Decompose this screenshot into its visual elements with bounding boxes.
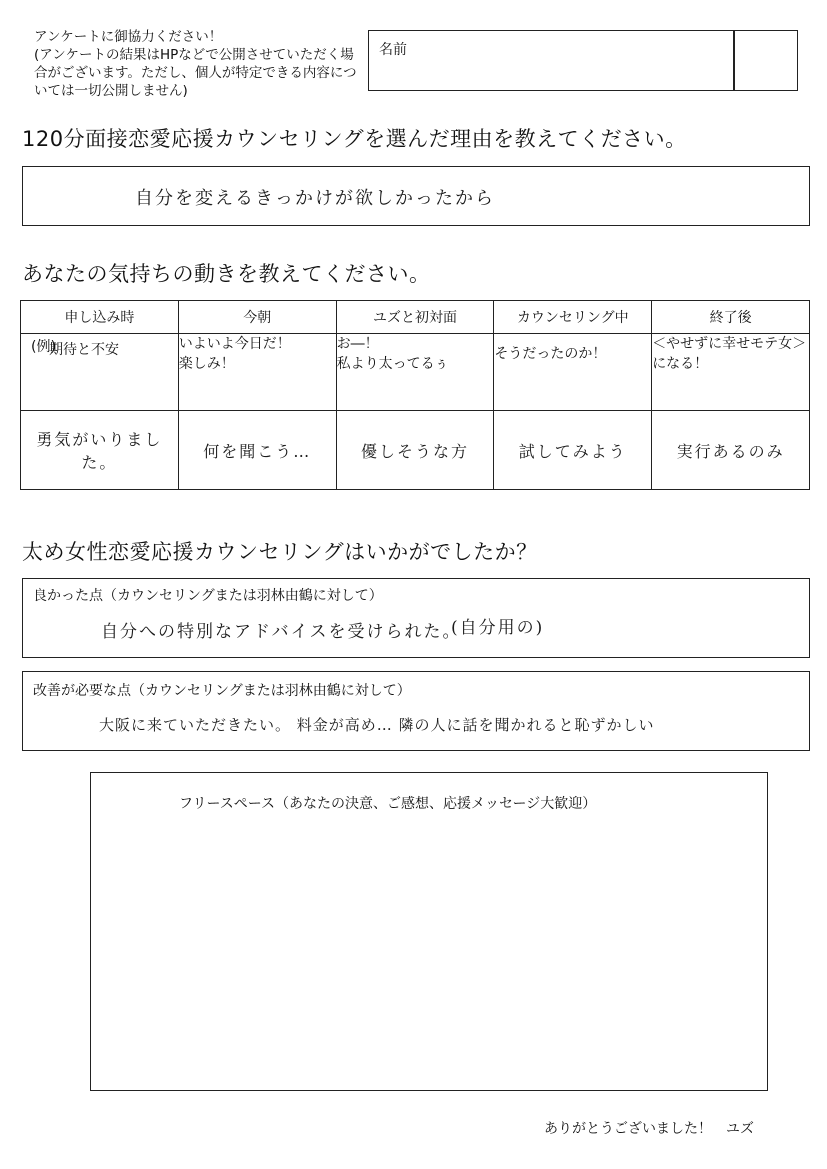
feelings-answer-row bbox=[21, 411, 810, 490]
col-header: ユズと初対面 bbox=[336, 301, 494, 334]
improvement-box[interactable] bbox=[22, 671, 810, 751]
footer-thanks: ありがとうございました！ ユズ bbox=[544, 1121, 754, 1137]
q1-answer: 自分を変えるきっかけが欲しかったから bbox=[135, 188, 495, 209]
col-header: 申し込み時 bbox=[21, 301, 179, 334]
example-cell bbox=[21, 334, 179, 411]
example-text: ＜やせずに幸せモテ女＞になる！ bbox=[652, 336, 807, 372]
good-points-box[interactable] bbox=[22, 578, 810, 658]
improvement-label: 改善が必要な点（カウンセリングまたは羽林由鶴に対して） bbox=[33, 683, 411, 699]
name-box[interactable] bbox=[368, 30, 798, 91]
improvement-answer: 大阪に来ていただきたい。 料金が高め… 隣の人に話を聞かれると恥ずかしい bbox=[99, 716, 655, 734]
col-header: 今朝 bbox=[178, 301, 336, 334]
good-points-note: (自分用の) bbox=[451, 618, 545, 638]
free-space-label: フリースペース（あなたの決意、ご感想、応援メッセージ大歓迎） bbox=[179, 796, 597, 812]
example-label: (例) bbox=[31, 339, 56, 355]
col-header: カウンセリング中 bbox=[494, 301, 652, 334]
example-text: いよいよ今日だ！ 楽しみ！ bbox=[178, 336, 291, 372]
q3-question: 太め女性恋愛応援カウンセリングはいかがでしたか？ bbox=[22, 540, 538, 564]
feelings-table bbox=[20, 300, 810, 490]
example-cell bbox=[336, 334, 494, 411]
good-points-answer: 自分への特別なアドバイスを受けられた。 bbox=[101, 622, 462, 642]
q1-answer-box[interactable] bbox=[22, 166, 810, 226]
q2-question: あなたの気持ちの動きを教えてください。 bbox=[22, 262, 431, 286]
intro-text: アンケートに御協力ください！ (アンケートの結果はHPなどで公開させていただく場合がございます。ただし、個人が特定できる内容については一切公開しません) bbox=[34, 29, 357, 99]
feelings-header-row bbox=[21, 301, 810, 334]
answer-cell[interactable]: 試してみよう bbox=[494, 411, 652, 490]
example-text: お―！ 私より太ってるぅ bbox=[336, 336, 449, 372]
q1-question: 120分面接恋愛応援カウンセリングを選んだ理由を教えてください。 bbox=[22, 127, 687, 151]
name-divider bbox=[733, 31, 735, 90]
name-label: 名前 bbox=[379, 42, 407, 58]
example-cell bbox=[494, 334, 652, 411]
feelings-example-row bbox=[21, 334, 810, 411]
example-text: そうだったのか！ bbox=[494, 346, 607, 362]
good-points-label: 良かった点（カウンセリングまたは羽林由鶴に対して） bbox=[33, 588, 383, 604]
example-cell bbox=[178, 334, 336, 411]
answer-cell[interactable]: 勇気がいりました。 bbox=[21, 411, 179, 490]
example-text: 期待と不安 bbox=[49, 342, 119, 358]
answer-cell[interactable]: 優しそうな方 bbox=[336, 411, 494, 490]
example-cell bbox=[652, 334, 810, 411]
free-space-box[interactable] bbox=[90, 772, 768, 1091]
answer-cell[interactable]: 実行あるのみ bbox=[652, 411, 810, 490]
answer-cell[interactable]: 何を聞こう… bbox=[178, 411, 336, 490]
col-header: 終了後 bbox=[652, 301, 810, 334]
